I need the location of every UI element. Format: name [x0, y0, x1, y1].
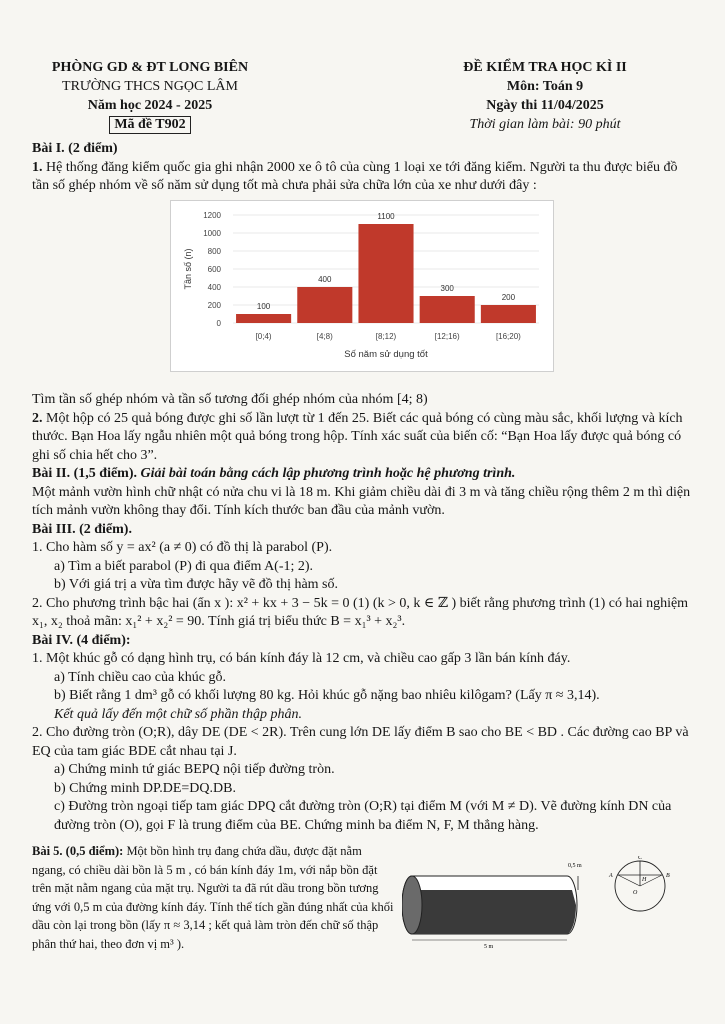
- dim-length-label: 5 m: [484, 944, 494, 950]
- tank-figure: [402, 856, 692, 956]
- header-right: [400, 58, 690, 134]
- y-tick-label: 600: [207, 265, 221, 274]
- y-tick-label: 1000: [203, 229, 221, 238]
- bai5-block: [32, 842, 396, 954]
- y-tick-label: 1200: [203, 211, 221, 220]
- x-tick-label: [8;12): [375, 332, 397, 341]
- bai4-q2a: a) Chứng minh tứ giác BEPQ nội tiếp đường tròn.: [54, 762, 335, 777]
- y-tick-label: 400: [207, 283, 221, 292]
- x-tick-label: [4;8): [316, 332, 333, 341]
- exam-duration: Thời gian làm bài: 90 phút: [469, 117, 621, 132]
- header-left: [30, 58, 270, 134]
- bai1-q1-ask: Tìm tần số ghép nhóm và tần số tương đối ghép nhóm của nhóm [4; 8): [32, 392, 428, 407]
- x-tick-label: [12;16): [434, 332, 460, 341]
- data-label: 400: [318, 275, 332, 284]
- y-tick-label: 0: [216, 319, 221, 328]
- pt-o: O: [633, 890, 638, 896]
- q-text: Một hộp có 25 quả bóng được ghi số lần lượt từ 1 đến 25. Biết các quả bóng có cùng màu sắc, khối lượng và kích thước. Bạn Hoa lấy ngẫu nhiên một quả bóng trong hộp. Tính xác suất của biến cố: “Bạn Hoa lấy được quả bóng có ghi số chia hết cho 3”.: [32, 410, 683, 463]
- pt-h: H: [642, 877, 647, 883]
- data-label: 300: [440, 284, 454, 293]
- tank-svg: [402, 856, 692, 956]
- bai5-text: Một bồn hình trụ đang chứa dầu, được đặt nằm ngang, có chiều dài bồn là 5 m , có bán kính đáy 1m, với nắp bồn đặt trên mặt nằm ngang của mặt trụ. Người ta đã rút dầu trong bồn tương ứng với 0,5 m của đường kính đáy. Tính thể tích gần đúng nhất của khối dầu còn lại trong bồn (lấy π ≈ 3,14 ; kết quả làm tròn đến chữ số thập phân thứ hai, theo đơn vị m³ ).: [32, 844, 394, 951]
- school-year: Năm học 2024 - 2025: [87, 98, 213, 113]
- data-label: 100: [256, 302, 271, 311]
- bai4-title: Bài IV. (4 điểm):: [32, 632, 131, 648]
- oil-fill: [403, 890, 576, 934]
- bai3-title: Bài III. (2 điểm).: [32, 521, 132, 537]
- bai5-title: Bài 5. (0,5 điểm):: [32, 844, 124, 858]
- q-num: 2.: [32, 410, 43, 426]
- bai4-q1b-note: Kết quả lấy đến một chữ số phần thập phân.: [54, 706, 302, 722]
- tank-end: [402, 876, 422, 934]
- exam-title: ĐỀ KIỂM TRA HỌC KÌ II: [463, 60, 627, 75]
- bai4-q1a: a) Tính chiều cao của khúc gỗ.: [54, 669, 226, 685]
- pt-a: A: [609, 873, 613, 879]
- bar: [358, 224, 413, 323]
- q-num: 1.: [32, 159, 43, 175]
- x-tick-label: [0;4): [255, 332, 272, 341]
- bar: [420, 296, 475, 323]
- y-axis-label: Tần số (n): [183, 248, 193, 290]
- bai2-title: Bài II. (1,5 điểm).: [32, 466, 137, 481]
- dept-name: PHÒNG GD & ĐT LONG BIÊN: [51, 60, 249, 75]
- data-label: 200: [501, 293, 516, 302]
- bai4-q2: 2. Cho đường tròn (O;R), dây DE (DE < 2R). Trên cung lớn DE lấy điểm B sao cho BE < BD . Các đường cao BP và EQ của tam giác BDE cắt nhau tại J.: [32, 725, 689, 759]
- bai1-block: [32, 140, 692, 196]
- bai4-q1b: b) Biết rằng 1 dm³ gỗ có khối lượng 80 kg. Hỏi khúc gỗ nặng bao nhiêu kilôgam? (Lấy π ≈ 3,14).: [54, 688, 600, 703]
- dim-height-label: 0,5 m: [568, 863, 582, 869]
- bai1-title: Bài I. (2 điểm): [32, 141, 118, 156]
- bai3-q1a: a) Tìm a biết parabol (P) đi qua điểm A(-1; 2).: [54, 558, 314, 574]
- bai3-q2: 2. Cho phương trình bậc hai (ẩn x ): x² + kx + 3 − 5k = 0 (1) (k > 0, k ∈ ℤ ) biết rằng phương trình (1) có hai nghiệm x₁, x₂ thoả mãn: x₁² + x₂² = 90. Tính giá trị biểu thức B = x₁³ + x₂³.: [32, 595, 689, 629]
- x-axis-label: Số năm sử dụng tốt: [344, 349, 428, 360]
- data-label: 1100: [377, 212, 395, 221]
- bai1-q1: [32, 159, 692, 196]
- bai4-q2b: b) Chứng minh DP.DE=DQ.DB.: [54, 780, 236, 796]
- q-text: Hệ thống đăng kiểm quốc gia ghi nhận 2000 xe ô tô của cùng 1 loại xe tới đăng kiểm. Người ta thu được biểu đồ tần số ghép nhóm về số năm sử dụng tốt mà chưa phải sửa chữa lớn của xe như dưới đây :: [32, 159, 678, 193]
- pt-b: B: [666, 873, 670, 879]
- bai3-q1b: b) Với giá trị a vừa tìm được hãy vẽ đồ thị hàm số.: [54, 577, 339, 592]
- bai2-subtitle: Giải bài toán bằng cách lập phương trình hoặc hệ phương trình.: [137, 466, 516, 481]
- bar: [236, 314, 291, 323]
- bar: [481, 305, 536, 323]
- seg-ao: [618, 875, 640, 886]
- frequency-chart: [170, 200, 554, 372]
- bai2-title-line: [32, 465, 692, 484]
- school-name: TRƯỜNG THCS NGỌC LÂM: [62, 79, 238, 94]
- exam-date: Ngày thi 11/04/2025: [486, 98, 604, 113]
- pt-c: C: [638, 856, 643, 861]
- y-tick-label: 800: [207, 247, 221, 256]
- bai2-text: Một mảnh vườn hình chữ nhật có nửa chu vi là 18 m. Khi giảm chiều dài đi 3 m và tăng chiều rộng thêm 2 m thì diện tích mảnh vườn không thay đổi. Tính kích thước ban đầu của mảnh vườn.: [32, 484, 691, 518]
- bai4-q2c: c) Đường tròn ngoại tiếp tam giác DPQ cắt đường tròn (O;R) tại điểm M (với M ≠ D). Vẽ đường kính DN của đường tròn (O), gọi F là trung điểm của BE. Chứng minh ba điểm N, F, M thẳng hàng.: [54, 799, 672, 833]
- subject: Môn: Toán 9: [506, 79, 584, 94]
- bai4-q1: 1. Một khúc gỗ có dạng hình trụ, có bán kính đáy là 12 cm, và chiều cao gấp 3 lần bán kính đáy.: [32, 651, 571, 666]
- x-tick-label: [16;20): [495, 332, 521, 341]
- y-tick-label: 200: [207, 301, 221, 310]
- chart-svg: [171, 201, 551, 369]
- bai1-q2: [32, 410, 692, 466]
- exam-code: Mã đề T902: [109, 116, 190, 134]
- bai3-q1: 1. Cho hàm số y = ax² (a ≠ 0) có đồ thị là parabol (P).: [32, 540, 333, 555]
- bai1-rest: [32, 391, 692, 835]
- bai5-text-line: [32, 842, 396, 954]
- bar: [297, 287, 352, 323]
